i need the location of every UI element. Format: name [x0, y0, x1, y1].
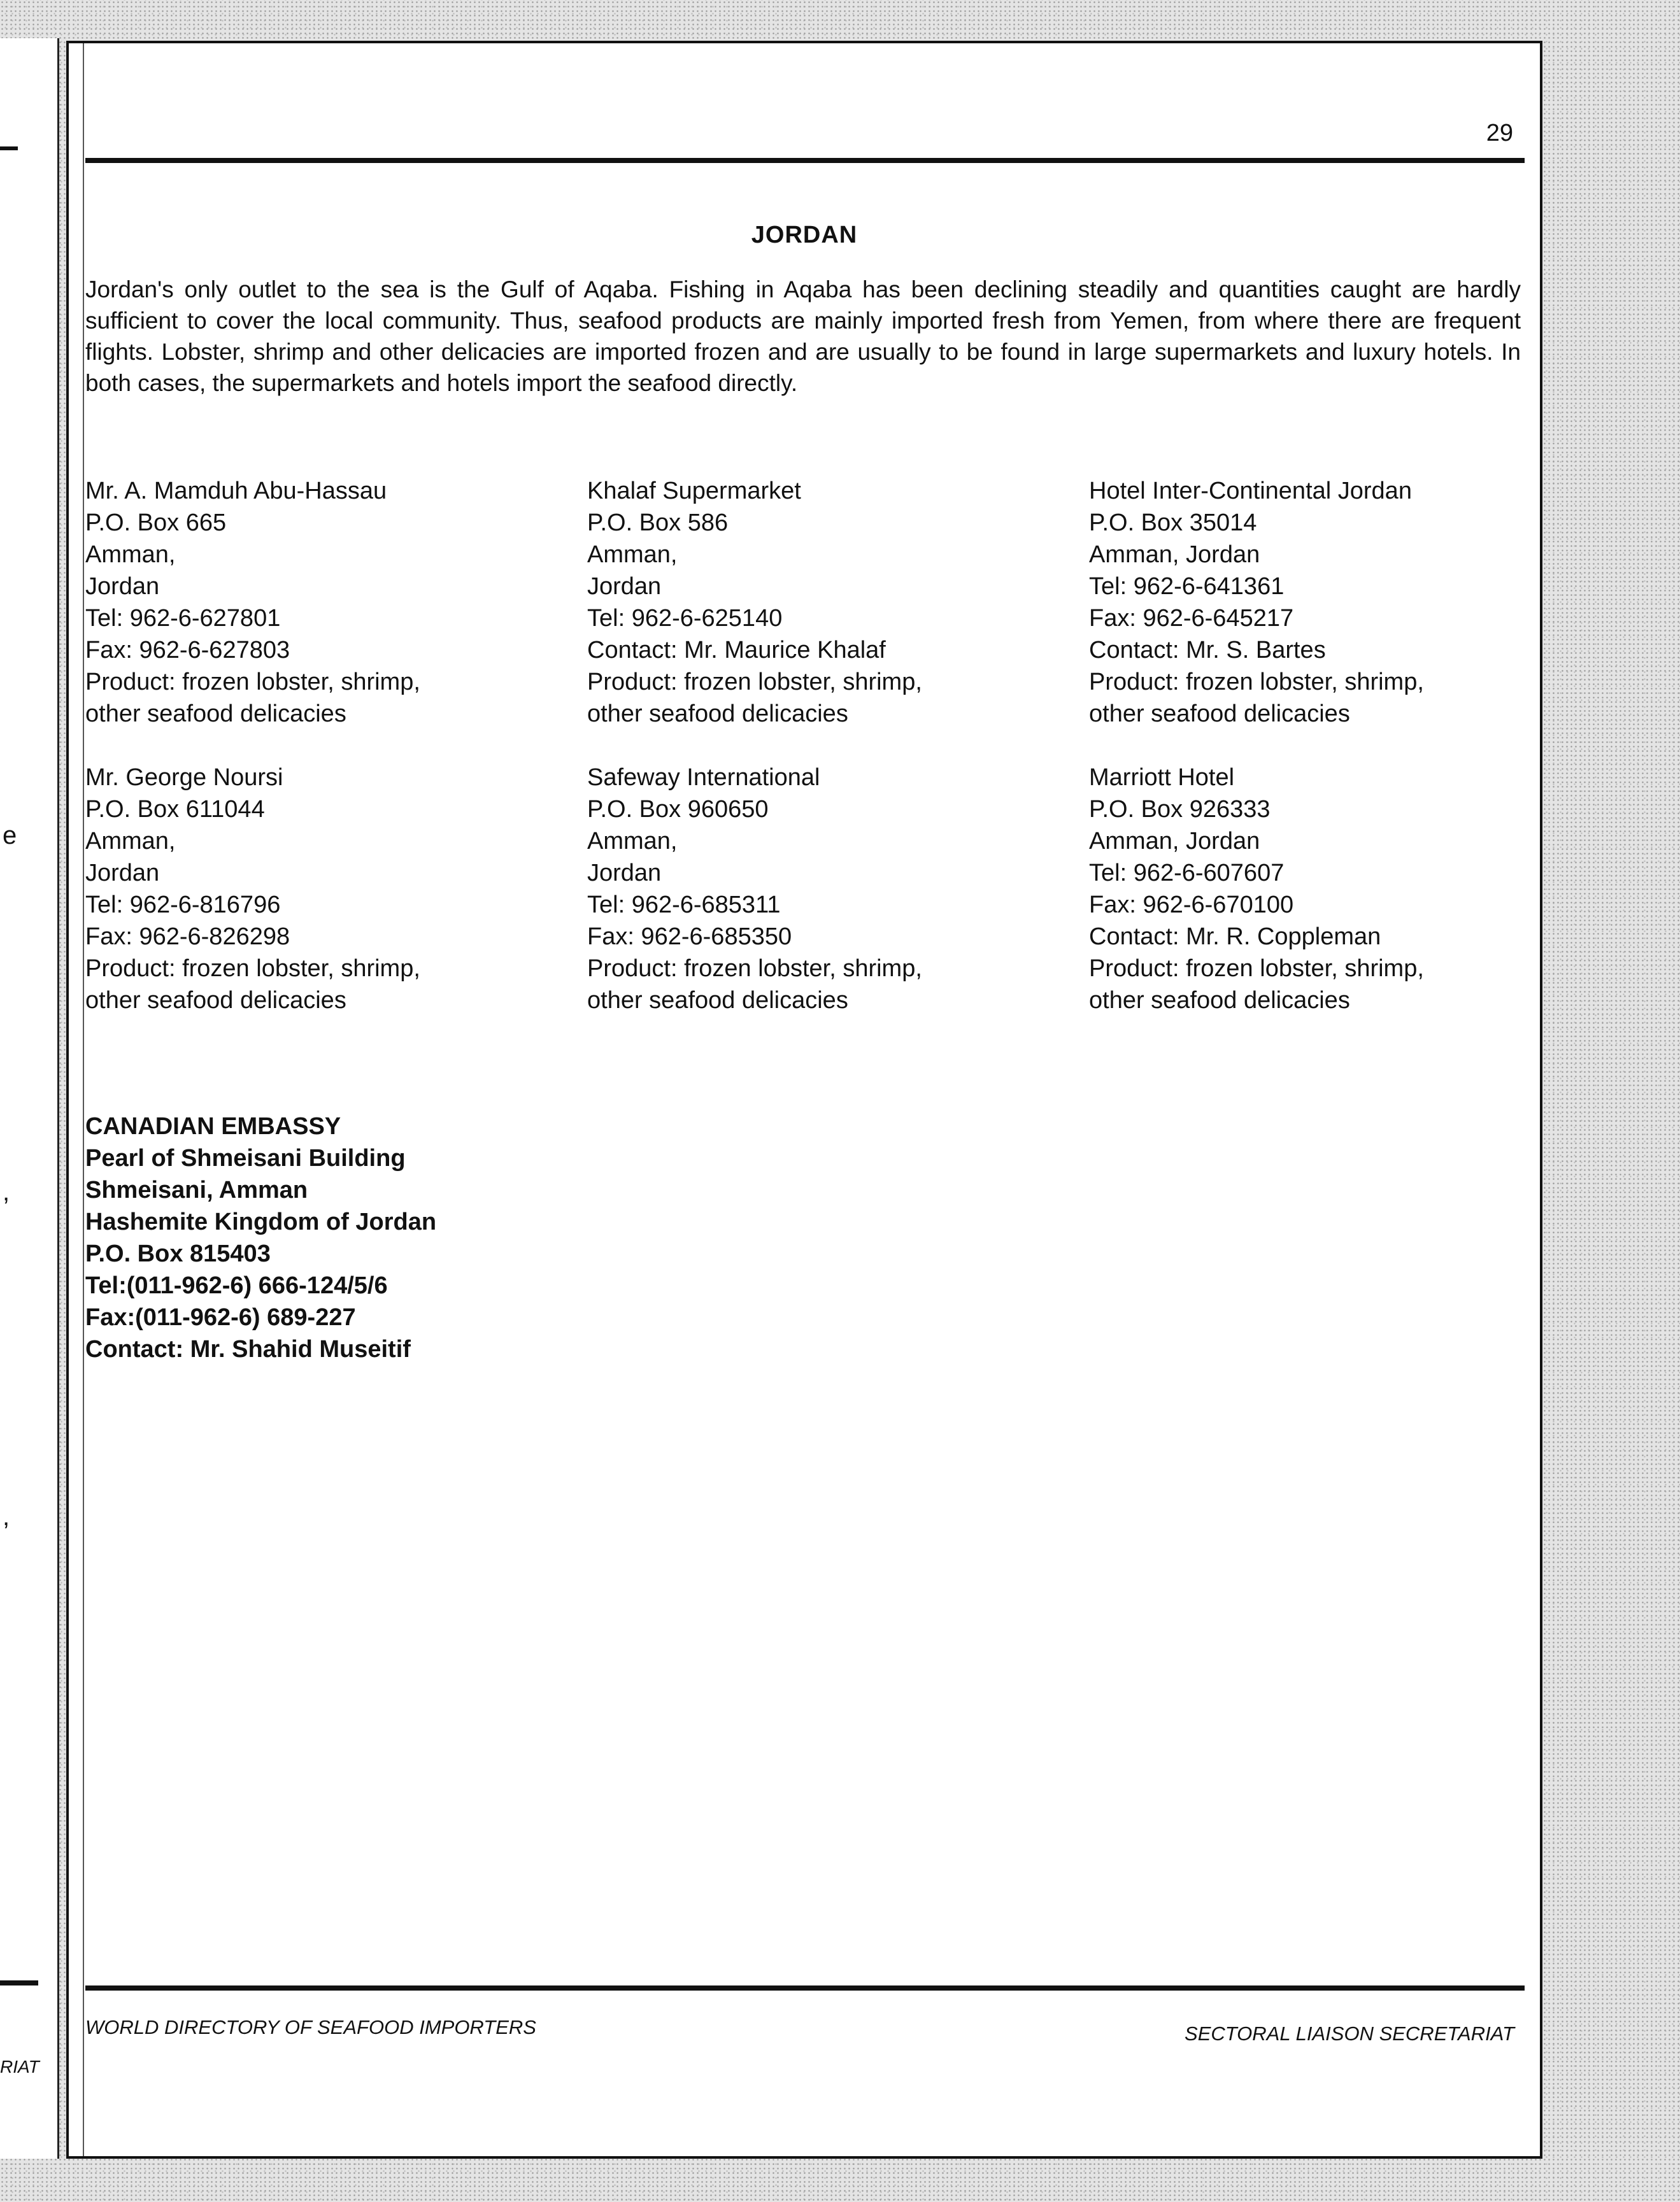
entry-country: Jordan — [85, 573, 160, 600]
entry-fax: Fax: 962-6-627803 — [85, 637, 290, 664]
entry-name: Khalaf Supermarket — [587, 478, 801, 504]
entry-po-box: P.O. Box 586 — [587, 509, 729, 536]
entry-fax: Fax: 962-6-670100 — [1089, 891, 1294, 918]
section-title: JORDAN — [751, 222, 858, 248]
previous-page-fragment: e — [3, 821, 17, 849]
footer-publisher: SECTORAL LIAISON SECRETARIAT — [1185, 2022, 1514, 2045]
entry-tel: Tel: 962-6-685311 — [587, 891, 781, 918]
embassy-fax: Fax:(011-962-6) 689-227 — [85, 1304, 356, 1331]
entry-city: Amman, — [587, 541, 678, 568]
importer-entry — [1089, 762, 1560, 1016]
entry-product-continued: other seafood delicacies — [85, 987, 346, 1014]
importer-entry — [587, 475, 1058, 730]
entry-product-continued: other seafood delicacies — [587, 987, 848, 1014]
entry-tel: Tel: 962-6-607607 — [1089, 860, 1285, 886]
embassy-building: Pearl of Shmeisani Building — [85, 1145, 406, 1172]
entry-product: Product: frozen lobster, shrimp, — [1089, 955, 1424, 982]
entry-name: Marriott Hotel — [1089, 764, 1235, 791]
footer-publication-title: WORLD DIRECTORY OF SEAFOOD IMPORTERS — [85, 2016, 536, 2038]
entry-city: Amman, Jordan — [1089, 541, 1260, 568]
entry-contact: Contact: Mr. Maurice Khalaf — [587, 637, 886, 664]
entry-product-continued: other seafood delicacies — [587, 700, 848, 727]
entry-contact: Contact: Mr. R. Coppleman — [1089, 923, 1381, 950]
entry-po-box: P.O. Box 611044 — [85, 796, 265, 823]
embassy-block — [85, 1111, 436, 1365]
entry-city: Amman, — [85, 828, 176, 855]
importer-entry — [1089, 475, 1560, 730]
entry-contact: Contact: Mr. S. Bartes — [1089, 637, 1326, 664]
entry-product: Product: frozen lobster, shrimp, — [85, 669, 420, 695]
entry-tel: Tel: 962-6-641361 — [1089, 573, 1285, 600]
entry-product: Product: frozen lobster, shrimp, — [587, 955, 922, 982]
entry-fax: Fax: 962-6-826298 — [85, 923, 290, 950]
entry-product-continued: other seafood delicacies — [1089, 987, 1350, 1014]
importer-entry — [85, 475, 557, 730]
embassy-name: CANADIAN EMBASSY — [85, 1113, 341, 1140]
entry-po-box: P.O. Box 35014 — [1089, 509, 1257, 536]
previous-page-fragment: , — [3, 1503, 10, 1531]
entry-city: Amman, — [587, 828, 678, 855]
document-page — [66, 41, 1542, 2159]
previous-page-rule — [0, 146, 18, 150]
entry-po-box: P.O. Box 926333 — [1089, 796, 1271, 823]
entry-country: Jordan — [587, 860, 662, 886]
entry-po-box: P.O. Box 960650 — [587, 796, 769, 823]
entry-product: Product: frozen lobster, shrimp, — [587, 669, 922, 695]
embassy-contact: Contact: Mr. Shahid Museitif — [85, 1336, 411, 1363]
entry-city: Amman, Jordan — [1089, 828, 1260, 855]
previous-page-footer: RIAT — [0, 2057, 39, 2077]
entry-product: Product: frozen lobster, shrimp, — [1089, 669, 1424, 695]
page-number: 29 — [1486, 120, 1513, 146]
entry-country: Jordan — [587, 573, 662, 600]
entry-name: Mr. A. Mamduh Abu-Hassau — [85, 478, 387, 504]
entry-tel: Tel: 962-6-816796 — [85, 891, 281, 918]
header-rule — [85, 158, 1525, 163]
entry-name: Mr. George Noursi — [85, 764, 283, 791]
entry-name: Safeway International — [587, 764, 820, 791]
entry-po-box: P.O. Box 665 — [85, 509, 227, 536]
entry-tel: Tel: 962-6-627801 — [85, 605, 281, 632]
entry-fax: Fax: 962-6-685350 — [587, 923, 792, 950]
previous-page-bottom-rule — [0, 1980, 38, 1985]
entry-product-continued: other seafood delicacies — [1089, 700, 1350, 727]
embassy-city: Shmeisani, Amman — [85, 1177, 308, 1204]
entry-product-continued: other seafood delicacies — [85, 700, 346, 727]
embassy-country: Hashemite Kingdom of Jordan — [85, 1209, 437, 1235]
entry-tel: Tel: 962-6-625140 — [587, 605, 783, 632]
entry-name: Hotel Inter-Continental Jordan — [1089, 478, 1412, 504]
entry-product: Product: frozen lobster, shrimp, — [85, 955, 420, 982]
importer-entry — [587, 762, 1058, 1016]
previous-page-edge — [0, 38, 59, 2159]
embassy-tel: Tel:(011-962-6) 666-124/5/6 — [85, 1272, 388, 1299]
embassy-po-box: P.O. Box 815403 — [85, 1240, 271, 1267]
importer-entry — [85, 762, 557, 1016]
footer-rule — [85, 1985, 1525, 1991]
intro-paragraph: Jordan's only outlet to the sea is the Gulf of Aqaba. Fishing in Aqaba has been declining steadily and quantities caught are hardly sufficient to cover the local community. Thus, seafood products are mainly imported fresh from Yemen, from where there are frequent flights. Lobster, shrimp and other delicacies are imported frozen and are usually to be found in large supermarkets and luxury hotels. In both cases, the supermarkets and hotels import the seafood directly. — [85, 276, 1521, 396]
binding-line — [83, 43, 84, 2156]
entry-country: Jordan — [85, 860, 160, 886]
previous-page-fragment: , — [3, 1178, 10, 1206]
entry-city: Amman, — [85, 541, 176, 568]
entry-fax: Fax: 962-6-645217 — [1089, 605, 1294, 632]
